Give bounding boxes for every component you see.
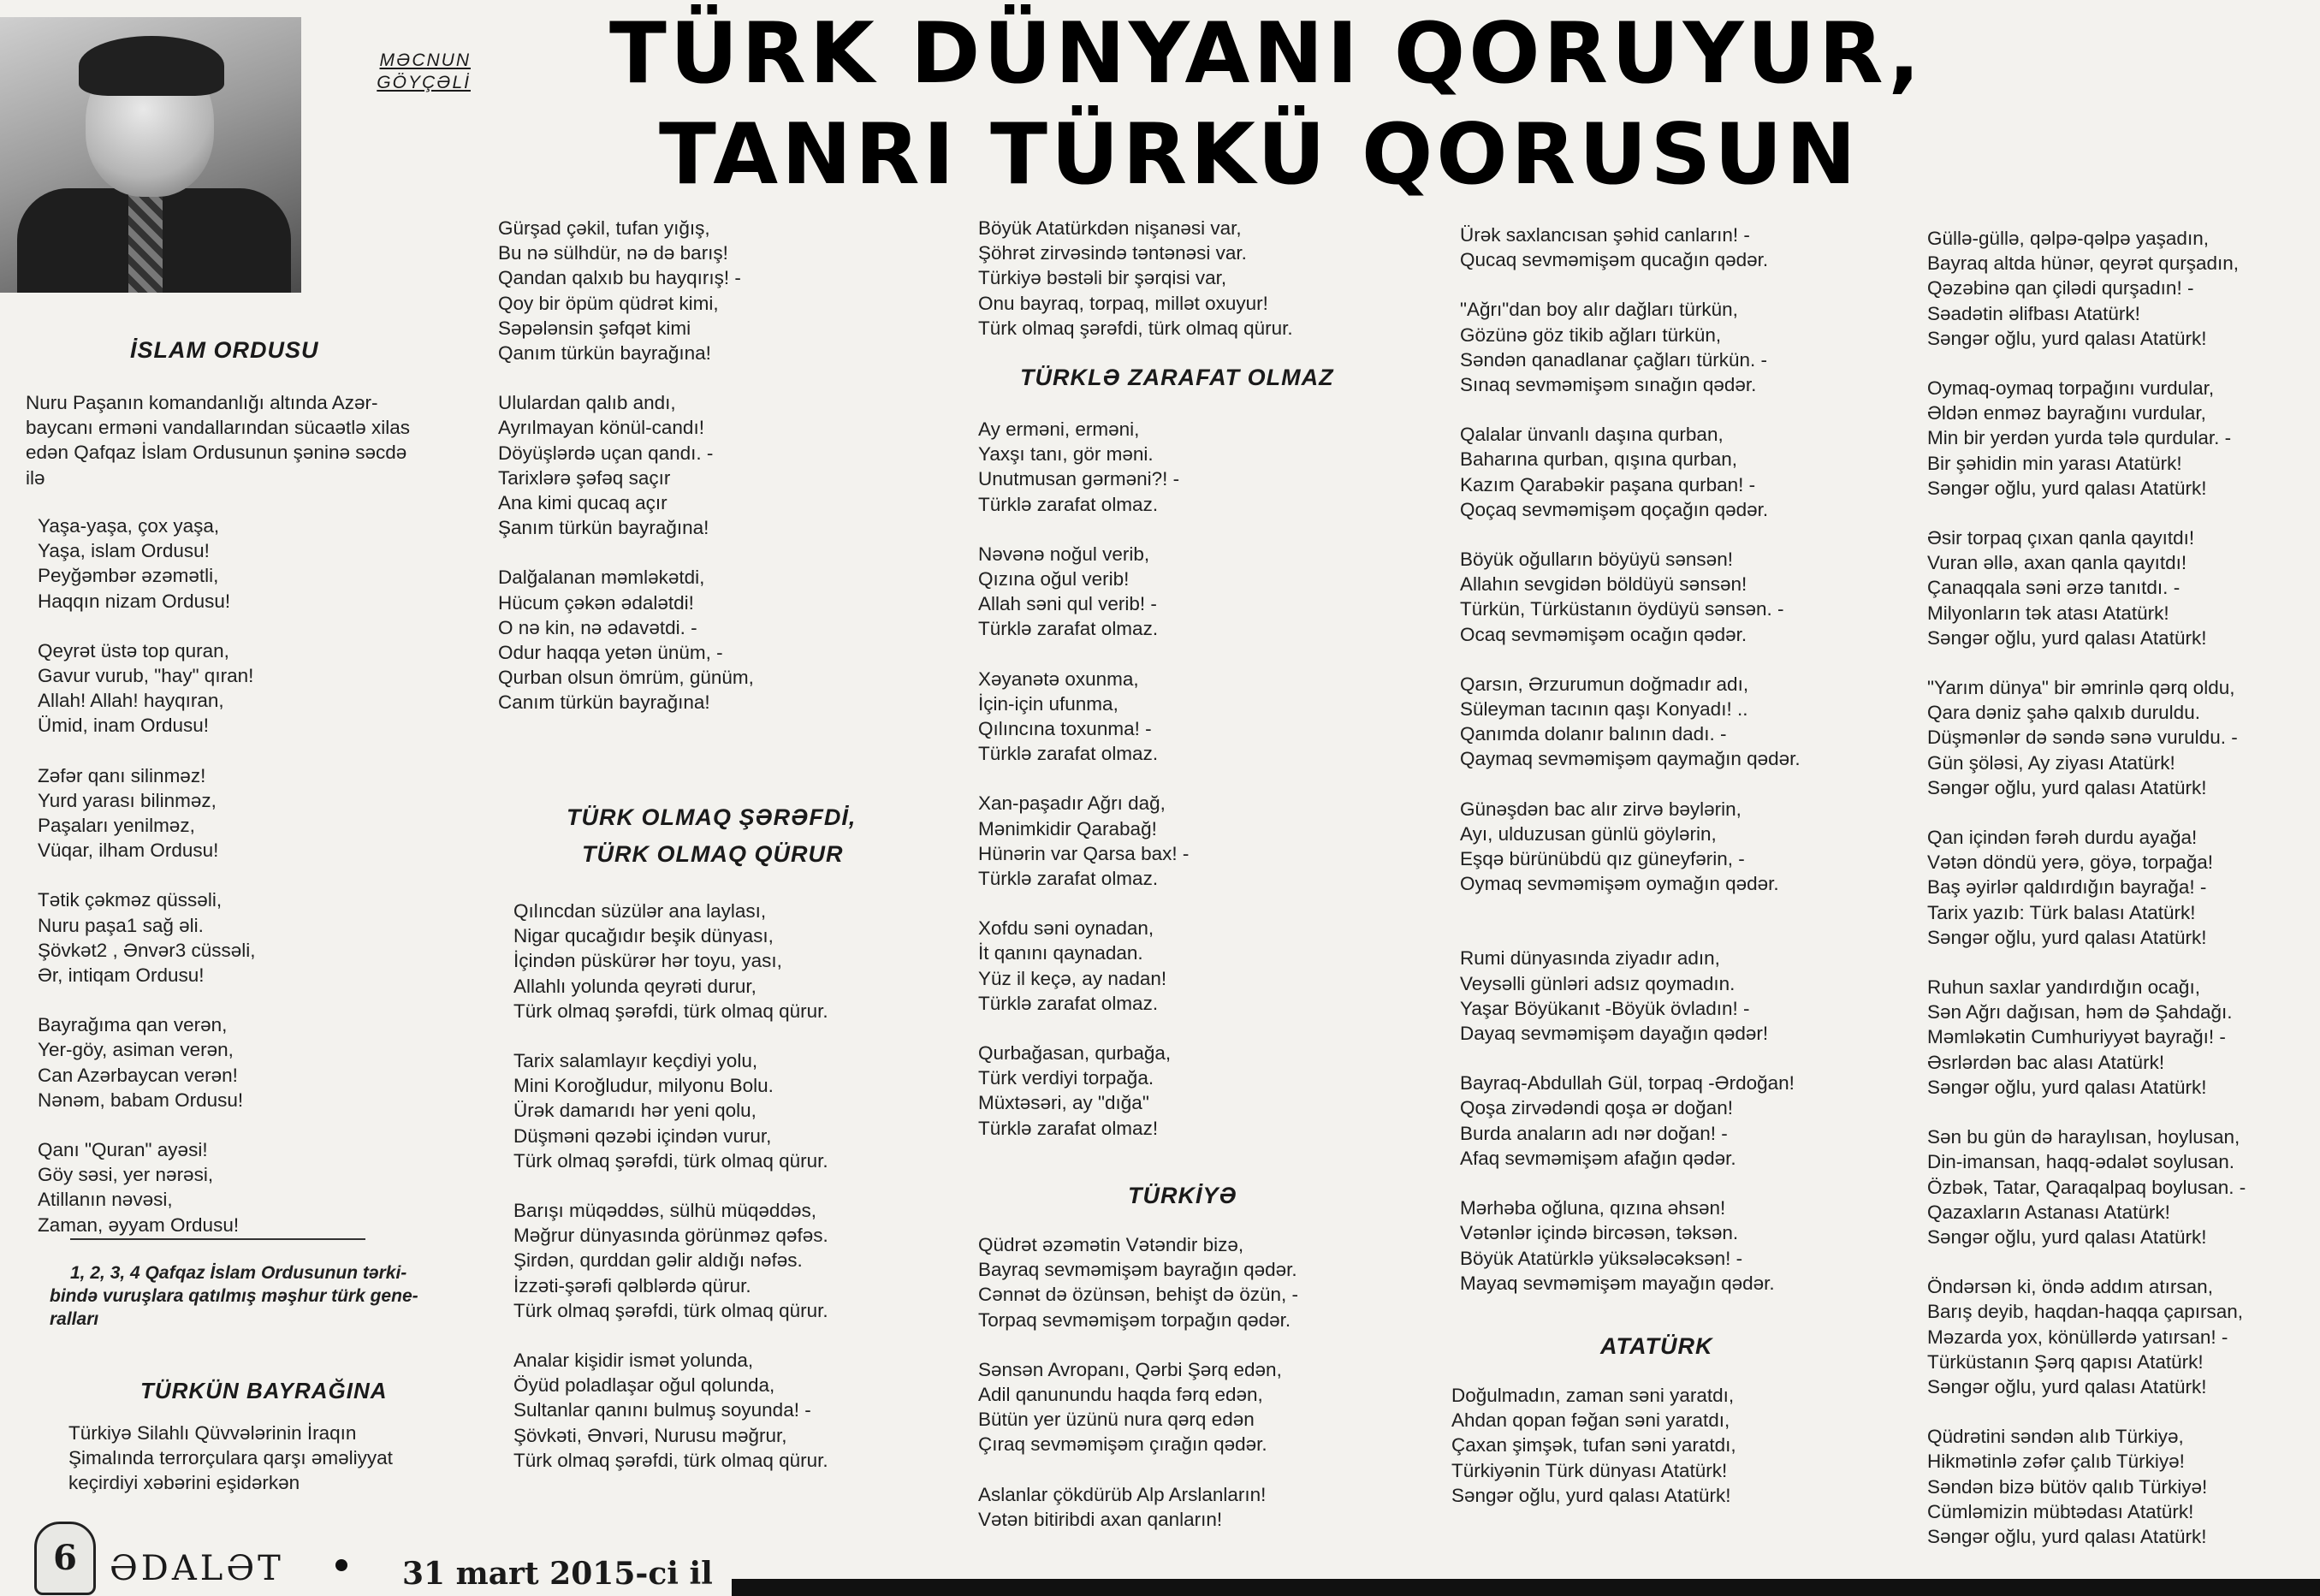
poem-line: "Ağrı"dan boy alır dağları türkün, (1460, 299, 1738, 321)
poem-line: Gün şöləsi, Ay ziyası Atatürk! (1927, 751, 2175, 774)
intro-line: Türkiyə Silahlı Qüvvələrinin İraqın (68, 1422, 357, 1444)
poem-line: Kazım Qarabəkir paşana qurban! - (1460, 473, 1756, 495)
poem-line: Türkün, Türküstanın öydüyü sənsən. - (1460, 598, 1784, 620)
poem-line: Allahın sevgidən böldüyü sənsən! (1460, 573, 1747, 596)
poem-line: Qüdrət əzəmətin Vətəndir bizə, (978, 1234, 1244, 1255)
poem-line: Tarix salamlayır keçdiyi yolu, (513, 1050, 758, 1072)
poem-line: Hikmətinlə zəfər çalıb Türkiyə! (1927, 1451, 2185, 1473)
poem-line: Aslanlar çökdürüb Alp Arslanların! (978, 1483, 1267, 1505)
poem-line: Oymaq-oymaq torpağını vurdular, (1927, 377, 2215, 400)
poem-line: Vətənlər içində bircəsən, təksən. (1460, 1222, 1739, 1244)
poem-line: Əsrlərdən bac alası Atatürk! (1927, 1051, 2165, 1073)
poem-line: Öyüd poladlaşar oğul qolunda, (513, 1374, 775, 1397)
zarafat-title: TÜRKLƏ ZARAFAT OLMAZ (1020, 365, 1334, 390)
poem-line: Paşaları yenilməz, (38, 815, 195, 837)
serefdi-poem-continued (978, 216, 1293, 341)
poem-line: Çaxan şimşək, tufan səni yaratdı, (1451, 1434, 1736, 1457)
poem-line: Vüqar, ilham Ordusu! (38, 840, 219, 862)
poem-line: Xan-paşadır Ağrı dağ, (978, 792, 1166, 815)
footer-bullet (335, 1559, 347, 1571)
poem-line: Vətən döndü yerə, göyə, torpağa! (1927, 851, 2213, 874)
poem-line: Güllə-güllə, qəlpə-qəlpə yaşadın, (1927, 228, 2209, 249)
poem-line: Türklə zarafat olmaz. (978, 493, 1159, 515)
poem-line: Qüdrətini səndən alıb Türkiyə, (1927, 1426, 2184, 1448)
poem-line: Zəfər qanı silinməz! (38, 764, 206, 786)
poem-line: Ayı, ulduzusan günlü göylərin, (1460, 822, 1717, 845)
poem-line: Qurbağasan, qurbağa, (978, 1042, 1172, 1065)
poem-line: Gürşad çəkil, tufan yığış, (498, 217, 710, 239)
poem-line: Yaxşı tanı, gör məni. (978, 443, 1154, 466)
poem-line: Vətən bitiribdi axan qanların! (978, 1508, 1223, 1530)
poem-line: Hücum çəkən ədalətdi! (498, 591, 694, 614)
poem-line: Qoşa zirvədəndi qoşa ər doğan! (1460, 1097, 1733, 1119)
serefdi-poem (513, 899, 828, 1473)
poem-line: Nuru paşa1 sağ əli. (38, 914, 204, 936)
ataturk-poem (1451, 1383, 1736, 1508)
poem-line: Türk verdiyi torpağa. (978, 1067, 1154, 1089)
poem-line: Mərhəba oğluna, qızına əhsən! (1460, 1197, 1726, 1219)
poem-line: Dayaq sevməmişəm dayağın qədər! (1460, 1023, 1769, 1045)
ataturk-poem-continued (1927, 226, 2246, 1549)
poem-line: Böyük oğulların böyüyü sənsən! (1460, 549, 1733, 571)
poem-line: Əldən enməz bayrağını vurdular, (1927, 402, 2206, 424)
poem-line: Türkiyənin Türk dünyası Atatürk! (1451, 1459, 1728, 1481)
intro-line: ilə (26, 466, 45, 489)
poem-line: Onu bayraq, torpaq, millət oxuyur! (978, 292, 1268, 314)
turkiye-poem-continued (1460, 222, 1801, 1296)
photo-tie (128, 193, 163, 293)
poem-line: Canım türkün bayrağına! (498, 691, 710, 714)
poem-line: Veysəlli günləri adsız qoymadın. (1460, 972, 1736, 994)
poem-line: Mini Koroğludur, milyonu Bolu. (513, 1075, 774, 1097)
poem-line: Gavur vurub, "hay" qıran! (38, 665, 254, 687)
poem-line: Doğulmadın, zaman səni yaratdı, (1451, 1385, 1735, 1406)
poem-line: Nigar qucağıdır beşik dünyası, (513, 925, 774, 947)
poem-line: Səngər oğlu, yurd qalası Atatürk! (1927, 1076, 2207, 1098)
poem-line: Barışı müqəddəs, sülhü müqəddəs, (513, 1200, 816, 1222)
headline-line-2: TANRI TÜRKÜ QORUSUN (659, 106, 1860, 204)
poem-line: Yüz il keçə, ay nadan! (978, 967, 1167, 989)
poem-line: Şöhrət zirvəsində təntənəsi var. (978, 242, 1247, 264)
poem-line: Yaşa-yaşa, çox yaşa, (38, 515, 220, 537)
poem-line: Ahdan qopan fəğan səni yaratdı, (1451, 1409, 1730, 1432)
islam-footnote (50, 1261, 418, 1331)
poem-line: Məzarda yox, könüllərdə yatırsan! - (1927, 1326, 2228, 1348)
author-photo (0, 17, 301, 293)
poem-line: Qanım türkün bayrağına! (498, 342, 711, 365)
poem-line: Bir şəhidin min yarası Atatürk! (1927, 452, 2182, 474)
poem-line: Sənsən Avropanı, Qərbi Şərq edən, (978, 1358, 1282, 1380)
poem-line: Yaşar Böyükanıt -Böyük övladın! - (1460, 997, 1750, 1019)
poem-line: Türkiyə bəstəli bir şərqisi var, (978, 267, 1227, 289)
intro-line: edən Qafqaz İslam Ordusunun şəninə səcdə (26, 442, 407, 464)
poem-line: Gözünə göz tikib ağları türkün, (1460, 323, 1722, 346)
poem-line: Dalğalanan məmləkətdi, (498, 567, 705, 589)
poem-line: Mayaq sevməmişəm mayağın qədər. (1460, 1272, 1775, 1294)
poem-line: Ululardan qalıb andı, (498, 392, 676, 414)
poem-line: Can Azərbaycan verən! (38, 1064, 238, 1086)
poem-line: Şövkət2 , Ənvər3 cüssəli, (38, 939, 256, 961)
poem-line: Şirdən, qurddan gəlir aldığı nəfəs. (513, 1249, 803, 1272)
poem-line: Şanım türkün bayrağına! (498, 517, 709, 539)
footnote-divider (70, 1238, 365, 1240)
zarafat-poem (978, 417, 1189, 1141)
poem-line: Torpaq sevməmişəm torpağın qədər. (978, 1308, 1291, 1331)
poem-line: Qalalar ünvanlı daşına qurban, (1460, 424, 1724, 446)
poem-line: Yurd yarası bilinməz, (38, 789, 217, 811)
photo-hair (79, 36, 224, 96)
poem-line: Qanımda dolanır balının dadı. - (1460, 723, 1727, 745)
poem-line: Böyük Atatürkdən nişanəsi var, (978, 217, 1242, 239)
poem-line: Burda anaların adı nər doğan! - (1460, 1122, 1728, 1144)
bayraq-poem (498, 216, 754, 715)
poem-line: Səngər oğlu, yurd qalası Atatürk! (1927, 1225, 2207, 1248)
poem-line: Türk olmaq şərəfdi, türk olmaq qürur. (513, 1299, 828, 1321)
poem-line: Afaq sevməmişəm afağın qədər. (1460, 1147, 1736, 1169)
poem-line: Oymaq sevməmişəm oymağın qədər. (1460, 873, 1779, 895)
poem-line: Peyğəmbər əzəmətli, (38, 565, 219, 587)
poem-line: Müxtəsəri, ay "dığa" (978, 1092, 1149, 1114)
islam-intro (26, 390, 410, 490)
islam-poem (38, 513, 256, 1237)
poem-line: Eşqə bürünübdü qız güneyfərin, - (1460, 848, 1745, 870)
footer-bar (732, 1579, 2320, 1596)
poem-line: Qılıncdan süzülər ana laylası, (513, 900, 767, 922)
poem-line: Milyonların tək atası Atatürk! (1927, 602, 2169, 624)
poem-line: Odur haqqa yetən ünüm, - (498, 642, 723, 664)
poem-line: Sınaq sevməmişəm sınağın qədər. (1460, 374, 1757, 396)
poem-line: Döyüşlərdə uçan qandı. - (498, 442, 714, 464)
author-byline (368, 50, 471, 94)
poem-line: Bayraq-Abdullah Gül, torpaq -Ərdoğan! (1460, 1072, 1795, 1095)
poem-line: Türklə zarafat olmaz! (978, 1117, 1159, 1139)
poem-line: Rumi dünyasında ziyadır adın, (1460, 947, 1720, 970)
bayraq-intro (68, 1421, 393, 1496)
poem-line: Zaman, əyyam Ordusu! (38, 1213, 240, 1236)
poem-line: Türklə zarafat olmaz. (978, 868, 1159, 890)
footnote-line: bində vuruşlara qatılmış məşhur türk gene- (50, 1286, 418, 1306)
poem-line: Özbək, Tatar, Qaraqalpaq boylusan. - (1927, 1176, 2246, 1198)
poem-line: Səngər oğlu, yurd qalası Atatürk! (1927, 477, 2207, 499)
poem-line: Yaşa, islam Ordusu! (38, 540, 210, 562)
page-number-emblem (34, 1522, 96, 1595)
poem-line: "Yarım dünya" bir əmrinlə qərq oldu, (1927, 677, 2235, 699)
poem-line: Səadətin əlifbası Atatürk! (1927, 302, 2140, 324)
poem-line: Bayrağıma qan verən, (38, 1014, 228, 1036)
poem-line: Qazaxların Astanası Atatürk! (1927, 1201, 2170, 1223)
poem-line: Türklə zarafat olmaz. (978, 743, 1159, 765)
author-last-name: GÖYÇƏLİ (377, 73, 471, 92)
poem-line: Çıraq sevməmişəm çırağın qədər. (978, 1433, 1267, 1456)
poem-line: Tarix yazıb: Türk balası Atatürk! (1927, 901, 2196, 923)
poem-line: Nənəm, babam Ordusu! (38, 1089, 244, 1111)
intro-line: baycanı erməni vandallarından süсаətlə xilas (26, 417, 411, 439)
poem-line: İçindən püskürər hər toyu, yası, (513, 950, 782, 972)
poem-line: Baş əyirlər qaldırdığın bayrağa! - (1927, 876, 2207, 899)
poem-line: Sultanlar qanını bulmuş soyunda! - (513, 1399, 811, 1421)
poem-line: Səndən qanadlanar çağları türkün. - (1460, 348, 1767, 371)
poem-line: Səngər oğlu, yurd qalası Atatürk! (1927, 1375, 2207, 1397)
poem-line: Sən bu gün də haraylısan, hoylusan, (1927, 1126, 2240, 1148)
poem-line: Min bir yerdən yurda tələ qurdular. - (1927, 427, 2232, 449)
poem-line: İt qanını qaynadan. (978, 942, 1143, 964)
poem-line: Bayraq altda hünər, qeyrət qurşadın, (1927, 252, 2239, 275)
poem-line: Nəvənə noğul verib, (978, 543, 1150, 565)
poem-line: Unutmusan gərməni?! - (978, 468, 1180, 490)
poem-line: Haqqın nizam Ordusu! (38, 590, 231, 612)
poem-line: Səngər oğlu, yurd qalası Atatürk! (1927, 776, 2207, 798)
poem-line: Türk olmaq şərəfdi, türk olmaq qürur. (513, 1449, 828, 1471)
poem-line: Əsir torpaq çıxan qanla qayıtdı! (1927, 527, 2195, 549)
ataturk-title: ATATÜRK (1600, 1333, 1713, 1359)
poem-line: Ana kimi qucaq açır (498, 492, 668, 514)
poem-line: Vuran əllə, axan qanla qayıtdı! (1927, 552, 2187, 574)
poem-line: Qaymaq sevməmişəm qaymağın qədər. (1460, 748, 1801, 770)
poem-line: Xəyanətə oxunma, (978, 667, 1139, 690)
footnote-line: ralları (50, 1309, 99, 1329)
islam-ordusu-title: İSLAM ORDUSU (130, 337, 319, 363)
poem-line: Sən Ağrı dağısan, həm də Şahdağı. (1927, 1001, 2233, 1023)
poem-line: Öndərsən ki, öndə addım atırsan, (1927, 1276, 2213, 1298)
poem-line: Ümid, inam Ordusu! (38, 715, 210, 737)
poem-line: Düşmənlər də səndə sənə vuruldu. - (1927, 727, 2238, 749)
poem-line: Qoçaq sevməmişəm qoçağın qədər. (1460, 498, 1769, 520)
poem-line: Allahlı yolunda qeyrəti durur, (513, 975, 757, 997)
poem-line: Qara dəniz şahə qalxıb duruldu. (1927, 702, 2200, 724)
poem-line: Qucaq sevməmişəm qucağın qədər. (1460, 249, 1769, 271)
intro-line: Nuru Paşanın komandanlığı altında Azər- (26, 392, 378, 413)
poem-line: Qandan qalxıb bu hayqırış! - (498, 267, 741, 289)
poem-line: Səngər oğlu, yurd qalası Atatürk! (1927, 1525, 2207, 1547)
newspaper-name: ƏDALƏT (110, 1549, 284, 1588)
poem-line: Mənimkidir Qarabağ! (978, 817, 1157, 840)
turkiye-poem (978, 1232, 1298, 1532)
poem-line: Ər, intiqam Ordusu! (38, 964, 205, 987)
poem-line: Qılıncına toxunma! - (978, 718, 1152, 740)
poem-line: Türk olmaq şərəfdi, türk olmaq qürur. (513, 1000, 828, 1022)
poem-line: Qarsın, Ərzurumun doğmadır adı, (1460, 673, 1749, 695)
poem-line: Baharına qurban, qışına qurban, (1460, 448, 1737, 471)
poem-line: Qanı "Quran" ayəsi! (38, 1139, 208, 1161)
poem-line: Bütün yer üzünü nura qərq edən (978, 1409, 1255, 1431)
poem-line: Cənnət də özünsən, behişt də özün, - (978, 1284, 1299, 1306)
poem-line: Xofdu səni oynadan, (978, 917, 1154, 940)
poem-line: Adil qanunundu haqda fərq edən, (978, 1384, 1263, 1406)
poem-line: İçin-için ufunma, (978, 692, 1118, 715)
poem-line: Türküstanın Şərq qapısı Atatürk! (1927, 1350, 2204, 1373)
poem-line: Qəzəbinə qan çilədi qurşadın! - (1927, 277, 2194, 300)
poem-line: Türklə zarafat olmaz. (978, 618, 1159, 640)
poem-line: Türklə zarafat olmaz. (978, 992, 1159, 1014)
poem-line: Böyük Atatürklə yüksələcəksən! - (1460, 1247, 1743, 1269)
serefdi-title-2: TÜRK OLMAQ QÜRUR (582, 841, 844, 867)
poem-line: Bu nə sülhdür, nə də barış! (498, 242, 728, 264)
author-first-name: MƏCNUN (379, 50, 471, 70)
poem-line: Allah! Allah! hayqıran, (38, 690, 224, 712)
poem-line: Tətik çəkməz qüssəli, (38, 889, 223, 911)
poem-line: Qızına oğul verib! (978, 568, 1130, 590)
poem-line: Göy səsi, yer nərəsi, (38, 1164, 214, 1186)
poem-line: Çanaqqala səni ərzə tanıtdı. - (1927, 577, 2181, 599)
poem-line: Səpələnsin şəfqət kimi (498, 317, 691, 339)
poem-line: Məmləkətin Cumhuriyyət bayrağı! - (1927, 1026, 2226, 1048)
poem-line: Günəşdən bac alır zirvə bəylərin, (1460, 798, 1741, 820)
turkun-bayragina-title: TÜRKÜN BAYRAĞINA (140, 1378, 388, 1403)
issue-date: 31 mart 2015-ci il (402, 1556, 713, 1592)
poem-line: Türk olmaq şərəfdi, türk olmaq qürur. (513, 1149, 828, 1172)
poem-line: Hünərin var Qarsa bax! - (978, 842, 1190, 864)
intro-line: keçirdiyi xəbərini eşidərkən (68, 1472, 300, 1494)
poem-line: Din-imansan, haqq-ədalət soylusan. (1927, 1151, 2234, 1173)
poem-line: Şövkəti, Ənvəri, Nurusu məğrur, (513, 1424, 787, 1446)
poem-line: Allah səni qul verib! - (978, 593, 1157, 615)
poem-line: Bayraq sevməmişəm bayrağın qədər. (978, 1259, 1297, 1281)
poem-line: Ruhun saxlar yandırdığın ocağı, (1927, 976, 2200, 999)
poem-line: Düşməni qəzəbi içindən vurur, (513, 1124, 772, 1147)
poem-line: Qoy bir öpüm qüdrət kimi, (498, 292, 719, 314)
poem-line: Cümləmizin mübtədası Atatürk! (1927, 1500, 2194, 1522)
poem-line: İzzəti-şərəfi qəlblərdə qürur. (513, 1274, 751, 1296)
intro-line: Şimalında terrorçulara qarşı əməliyyat (68, 1447, 393, 1469)
poem-line: Yer-göy, asiman verən, (38, 1039, 234, 1061)
headline-line-1: TÜRK DÜNYANI QORUYUR, (609, 5, 1924, 103)
poem-line: Səngər oğlu, yurd qalası Atatürk! (1927, 626, 2207, 649)
poem-line: Ürək saxlancısan şəhid canların! - (1460, 224, 1750, 246)
poem-line: Ocaq sevməmişəm ocağın qədər. (1460, 623, 1747, 645)
poem-line: Barış deyib, haqdan-haqqa çapırsan, (1927, 1301, 2243, 1323)
poem-line: Süleyman tacının qaşı Konyadı! .. (1460, 698, 1748, 721)
poem-line: Tarixlərə şəfəq saçır (498, 466, 671, 489)
poem-line: Atillanın nəvəsi, (38, 1189, 173, 1211)
poem-line: Səngər oğlu, yurd qalası Atatürk! (1927, 926, 2207, 948)
poem-line: Qurban olsun ömrüm, günüm, (498, 667, 754, 689)
poem-line: Səngər oğlu, yurd qalası Atatürk! (1451, 1484, 1731, 1506)
poem-line: Qeyrət üstə top quran, (38, 639, 229, 662)
poem-line: O nə kin, nə ədavətdi. - (498, 616, 697, 638)
footnote-line: 1, 2, 3, 4 Qafqaz İslam Ordusunun tərki- (70, 1263, 407, 1283)
poem-line: Türk olmaq şərəfdi, türk olmaq qürur. (978, 317, 1293, 339)
poem-line: Ayrılmayan könül-candı! (498, 417, 704, 439)
page-number: 6 (53, 1538, 77, 1578)
poem-line: Ürək damarıdı hər yeni qolu, (513, 1100, 757, 1122)
poem-line: Səndən bizə bütöv qalıb Türkiyə! (1927, 1475, 2208, 1498)
poem-line: Qan içindən fərəh durdu ayağa! (1927, 827, 2198, 849)
poem-line: Məğrur dünyasında görünməz qəfəs. (513, 1225, 828, 1247)
poem-line: Analar kişidir ismət yolunda, (513, 1350, 754, 1372)
turkiye-title: TÜRKİYƏ (1128, 1183, 1237, 1208)
serefdi-title-1: TÜRK OLMAQ ŞƏRƏFDİ, (567, 804, 857, 830)
poem-line: Ay erməni, erməni, (978, 418, 1140, 440)
poem-line: Səngər oğlu, yurd qalası Atatürk! (1927, 327, 2207, 349)
